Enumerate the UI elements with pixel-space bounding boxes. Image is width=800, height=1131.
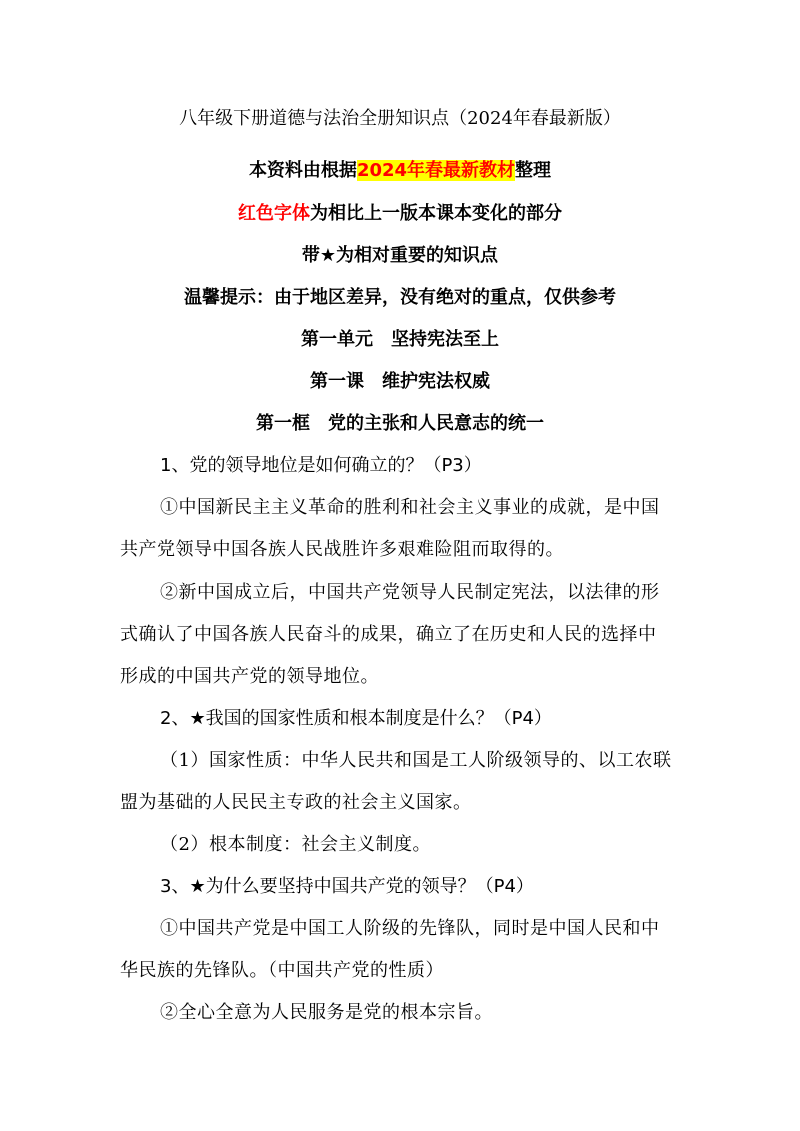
q1-answer-1-line-2: 共产党领导中国各族人民战胜许多艰难险阻而取得的。 xyxy=(120,539,564,560)
intro-red-label: 红色字体 xyxy=(238,203,310,224)
intro-tip: 温馨提示：由于地区差异，没有绝对的重点，仅供参考 xyxy=(184,287,616,308)
intro-star-note: 带★为相对重要的知识点 xyxy=(301,245,499,266)
q2-answer-2: （2）根本制度：社会主义制度。 xyxy=(160,834,431,855)
unit-heading: 第一单元 坚持宪法至上 xyxy=(301,329,499,350)
intro-source-prefix: 本资料由根据 xyxy=(248,160,357,181)
frame-heading: 第一框 党的主张和人民意志的统一 xyxy=(256,413,544,434)
q2-answer-1-line-2: 盟为基础的人民民主专政的社会主义国家。 xyxy=(120,792,472,813)
q1-answer-2-line-3: 形成的中国共产党的领导地位。 xyxy=(120,666,379,687)
q1-answer-2-line-1: ②新中国成立后，中国共产党领导人民制定宪法，以法律的形 xyxy=(160,582,660,603)
q3-answer-1-line-1: ①中国共产党是中国工人阶级的先锋队，同时是中国人民和中 xyxy=(160,918,660,939)
q2-answer-1-line-1: （1）国家性质：中华人民共和国是工人阶级领导的、以工农联 xyxy=(160,750,672,771)
q1-answer-2-line-2: 式确认了中国各族人民奋斗的成果，确立了在历史和人民的选择中 xyxy=(120,624,657,645)
intro-red-note-line xyxy=(0,199,800,225)
q3-answer-2: ②全心全意为人民服务是党的根本宗旨。 xyxy=(160,1002,493,1023)
lesson-heading: 第一课 维护宪法权威 xyxy=(310,371,490,392)
q1-answer-1-line-1: ①中国新民主主义革命的胜利和社会主义事业的成就，是中国 xyxy=(160,497,660,518)
intro-source-highlight: 2024年春最新教材 xyxy=(356,160,516,181)
document-title: 八年级下册道德与法治全册知识点（2024年春最新版） xyxy=(179,108,621,129)
intro-source-suffix: 整理 xyxy=(515,160,552,181)
question-1: 1、党的领导地位是如何确立的？（P3） xyxy=(160,455,482,476)
question-2: 2、★我国的国家性质和根本制度是什么？（P4） xyxy=(160,708,552,729)
intro-red-note-text: 为相比上一版本课本变化的部分 xyxy=(310,203,562,224)
q3-answer-1-line-2: 华民族的先锋队。（中国共产党的性质） xyxy=(120,960,444,981)
question-3: 3、★为什么要坚持中国共产党的领导？（P4） xyxy=(160,876,534,897)
intro-source-line xyxy=(0,156,800,182)
